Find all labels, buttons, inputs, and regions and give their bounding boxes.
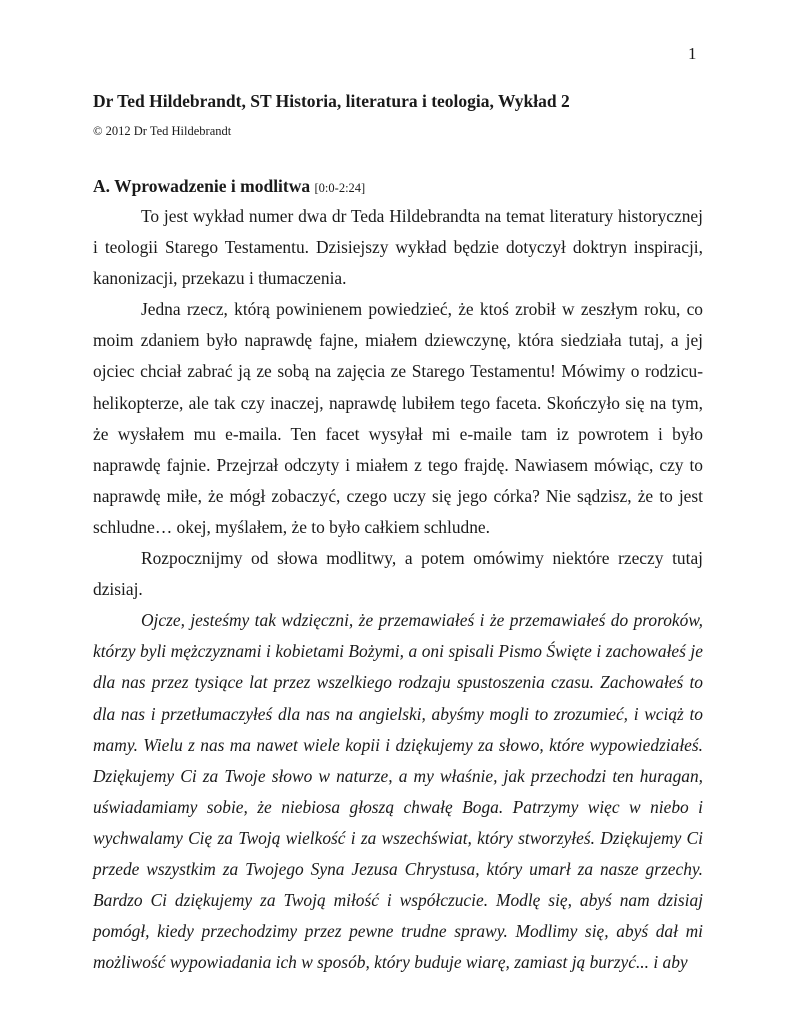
section-heading bbox=[93, 176, 365, 197]
paragraph-intro: To jest wykład numer dwa dr Teda Hildebrandta na temat literatury historycznej i teologii Starego Testamentu. Dzisiejszy wykład będzie dotyczył doktryn inspiracji, kanonizacji, przekazu i tłumaczenia. bbox=[93, 206, 703, 289]
paragraph-anecdote: Jedna rzecz, którą powinienem powiedzieć, że ktoś zrobił w zeszłym roku, co moim zdaniem było naprawdę fajne, miałem dziewczynę, która siedziała tutaj, a jej ojciec chciał zabrać ją ze sobą na zajęcia ze Starego Testamentu! Mówimy o rodzicu-helikopterze, ale tak czy inaczej, naprawdę lubiłem tego faceta. Skończyło się na tym, że wysłałem mu e-maila. Ten facet wysyłał mi e-maile tam iz powrotem i było naprawdę fajnie. Przejrzał odczyty i miałem z tego frajdę. Nawiasem mówiąc, czy to naprawdę miłe, że mógł zobaczyć, czego uczy się jego córka? Nie sądzisz, że to jest schludne… okej, myślałem, że to było całkiem schludne. bbox=[93, 299, 703, 537]
section-heading-text: A. Wprowadzenie i modlitwa bbox=[93, 176, 311, 196]
page-number: 1 bbox=[688, 44, 697, 63]
section-timestamp: [0:0-2:24] bbox=[314, 181, 366, 195]
copyright-line: © 2012 Dr Ted Hildebrandt bbox=[93, 124, 232, 138]
paragraph-prayer: Ojcze, jesteśmy tak wdzięczni, że przemawiałeś i że przemawiałeś do proroków, którzy byli mężczyznami i kobietami Bożymi, a oni spisali Pismo Święte i zachowałeś je dla nas przez tysiące lat przez wszelkiego rodzaju spustoszenia czasu. Zachowałeś to dla nas i przetłumaczyłeś dla nas na angielski, abyśmy mogli to zrozumieć, i wciąż to mamy. Wielu z nas ma nawet wiele kopii i dziękujemy za słowo, które wypowiedziałeś. Dziękujemy Ci za Twoje słowo w naturze, a my właśnie, jak przechodzi ten huragan, uświadamiamy sobie, że niebiosa głoszą chwałę Boga. Patrzymy więc w niebo i wychwalamy Cię za Twoją wielkość i za wszechświat, który stworzyłeś. Dziękujemy Ci przede wszystkim za Twojego Syna Jezusa Chrystusa, który umarł za nasze grzechy. Bardzo Ci dziękujemy za Twoją miłość i współczucie. Modlę się, abyś nam dzisiaj pomógł, kiedy przechodzimy przez pewne trudne sprawy. Modlimy się, abyś dał mi możliwość wypowiadania ich w sposób, który buduje wiarę, zamiast ją burzyć... i aby bbox=[93, 610, 703, 973]
paragraph-prayer-intro: Rozpocznijmy od słowa modlitwy, a potem omówimy niektóre rzeczy tutaj dzisiaj. bbox=[93, 548, 703, 600]
document-title: Dr Ted Hildebrandt, ST Historia, literatura i teologia, Wykład 2 bbox=[93, 91, 570, 111]
body-text bbox=[93, 201, 703, 978]
